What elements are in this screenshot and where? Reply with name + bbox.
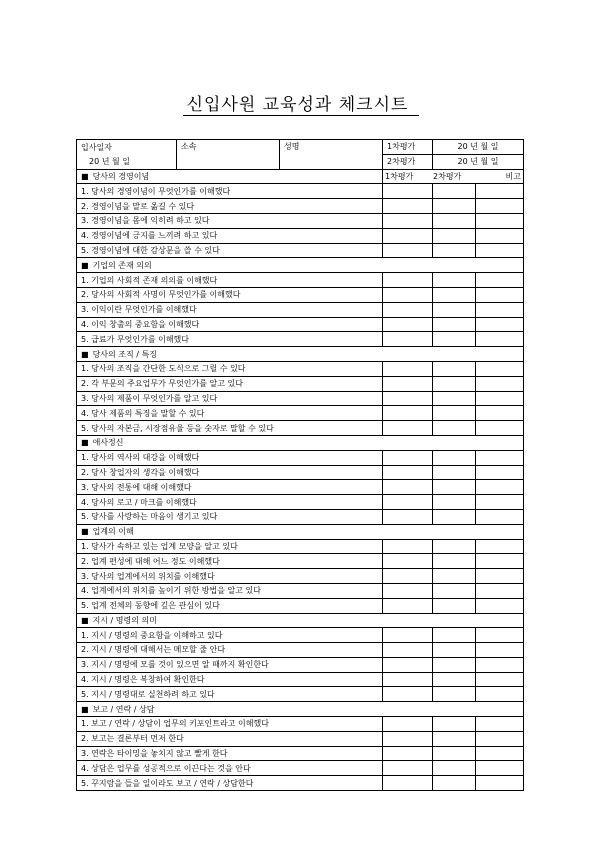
- square-bullet-icon: ■: [81, 527, 89, 537]
- remark-cell[interactable]: [476, 761, 523, 775]
- eval1-cell[interactable]: [383, 495, 433, 510]
- eval2-remark-cell[interactable]: [433, 302, 524, 317]
- eval2-remark-cell[interactable]: [433, 643, 524, 658]
- checklist-item-row: [77, 450, 524, 465]
- checklist-item-row: [77, 495, 524, 510]
- checklist-item-row: [77, 302, 524, 317]
- eval2-cell[interactable]: [433, 377, 476, 391]
- checklist-item-row: [77, 287, 524, 302]
- eval2-cell[interactable]: [433, 732, 476, 746]
- remark-cell[interactable]: [476, 569, 523, 583]
- eval2-remark-cell[interactable]: [433, 761, 524, 776]
- join-date-label: 입사일자: [77, 140, 177, 155]
- remark-cell[interactable]: [476, 658, 523, 672]
- eval1-cell[interactable]: [383, 746, 433, 761]
- remark-cell[interactable]: [476, 184, 523, 198]
- eval2-remark-cell[interactable]: [433, 480, 524, 495]
- remark-cell[interactable]: [476, 318, 523, 332]
- checklist-item-row: [77, 657, 524, 672]
- checklist-item-row: [77, 213, 524, 228]
- checklist-item-text: 2. 경영이념을 말로 옮길 수 있다: [77, 199, 383, 214]
- checklist-item-text: 1. 기업의 사회적 존재 의의를 이해했다: [77, 273, 383, 288]
- eval2-remark-cell[interactable]: [433, 657, 524, 672]
- checklist-table: [76, 139, 524, 791]
- checklist-item-row: [77, 687, 524, 702]
- checklist-item-row: [77, 731, 524, 746]
- eval1-label: 1차평가: [383, 140, 433, 155]
- eval2-remark-cell[interactable]: [433, 450, 524, 465]
- checklist-item-text: 5. 지시 / 명령대로 실천하려 하고 있다: [77, 687, 383, 702]
- section-header-row: [77, 435, 524, 450]
- checklist-item-row: [77, 376, 524, 391]
- eval1-cell[interactable]: [383, 539, 433, 554]
- page-title: 신입사원 교육성과 체크시트: [186, 95, 409, 115]
- eval2-cell[interactable]: [433, 288, 476, 302]
- checklist-item-text: 5. 경영이념에 대한 감상문을 쓸 수 있다: [77, 243, 383, 258]
- join-date-value[interactable]: 20 년 월 일: [77, 154, 177, 169]
- eval1-cell[interactable]: [383, 776, 433, 791]
- remark-cell[interactable]: [476, 643, 523, 657]
- remark-cell[interactable]: [476, 480, 523, 494]
- section-title: [77, 169, 383, 184]
- checklist-item-text: 4. 지시 / 명령은 복창하여 확인한다: [77, 672, 383, 687]
- eval2-remark-cell[interactable]: [433, 199, 524, 214]
- remark-cell[interactable]: [476, 732, 523, 746]
- checklist-item-row: [77, 776, 524, 791]
- eval2-cell[interactable]: [433, 628, 476, 642]
- eval2-remark-cell[interactable]: [433, 495, 524, 510]
- eval2-cell[interactable]: [433, 244, 476, 258]
- eval2-cell[interactable]: [433, 717, 476, 731]
- eval2-remark-cell[interactable]: [433, 406, 524, 421]
- eval2-cell[interactable]: [433, 318, 476, 332]
- header-row-1: [77, 140, 524, 155]
- checklist-item-text: 1. 당사의 경영이념이 무엇인가를 이해했다: [77, 184, 383, 199]
- checklist-item-row: [77, 643, 524, 658]
- eval1-cell[interactable]: [383, 598, 433, 613]
- checklist-item-row: [77, 317, 524, 332]
- remark-cell[interactable]: [476, 244, 523, 258]
- remark-cell[interactable]: [476, 554, 523, 568]
- eval2-cell[interactable]: [433, 584, 476, 598]
- checklist-item-row: [77, 465, 524, 480]
- eval2-cell[interactable]: [433, 392, 476, 406]
- remark-cell[interactable]: [476, 776, 523, 790]
- section-title: [77, 258, 524, 273]
- checklist-item-text: 1. 당사의 조직을 간단한 도식으로 그릴 수 있다: [77, 361, 383, 376]
- section-header-row: [77, 169, 524, 184]
- eval2-cell[interactable]: [433, 466, 476, 480]
- eval2-cell[interactable]: [433, 451, 476, 465]
- eval2-remark-cell[interactable]: [433, 672, 524, 687]
- eval1-cell[interactable]: [383, 509, 433, 524]
- square-bullet-icon: ■: [81, 704, 89, 714]
- eval2-remark-cell[interactable]: [433, 569, 524, 584]
- eval2-remark-cell[interactable]: [433, 509, 524, 524]
- remark-cell[interactable]: [476, 229, 523, 243]
- eval2-remark-cell[interactable]: [433, 228, 524, 243]
- eval2-remark-cell[interactable]: [433, 628, 524, 643]
- eval1-cell[interactable]: [383, 184, 433, 199]
- eval1-cell[interactable]: [383, 731, 433, 746]
- eval2-cell[interactable]: [433, 554, 476, 568]
- eval1-cell[interactable]: [383, 361, 433, 376]
- eval2-cell[interactable]: [433, 184, 476, 198]
- eval2-remark-cell[interactable]: [433, 317, 524, 332]
- checklist-item-text: 5. 꾸지람을 들을 일이라도 보고 / 연락 / 상담한다: [77, 776, 383, 791]
- column-eval1: 1차평가: [385, 171, 414, 181]
- eval2-remark-cell[interactable]: [433, 554, 524, 569]
- checklist-item-text: 1. 당사가 속하고 있는 업계 모양을 알고 있다: [77, 539, 383, 554]
- column-header-cell: [383, 169, 524, 184]
- section-title-text: 업계의 이해: [92, 527, 134, 537]
- eval1-cell[interactable]: [383, 761, 433, 776]
- eval2-cell[interactable]: [433, 214, 476, 228]
- column-remark: 비고: [505, 171, 521, 181]
- column-eval2: 2차평가: [433, 171, 462, 181]
- checklist-item-row: [77, 273, 524, 288]
- remark-cell[interactable]: [476, 510, 523, 524]
- eval2-remark-cell[interactable]: [433, 583, 524, 598]
- affiliation-label: 소속: [177, 140, 280, 170]
- checklist-item-row: [77, 480, 524, 495]
- eval1-cell[interactable]: [383, 228, 433, 243]
- checklist-item-text: 5. 업계 전체의 동향에 깊은 관심이 있다: [77, 598, 383, 613]
- eval2-cell[interactable]: [433, 303, 476, 317]
- eval1-cell[interactable]: [383, 717, 433, 732]
- remark-cell[interactable]: [476, 495, 523, 509]
- section-title-text: 애사정신: [92, 438, 124, 448]
- section-header-row: [77, 524, 524, 539]
- remark-cell[interactable]: [476, 717, 523, 731]
- eval1-cell[interactable]: [383, 480, 433, 495]
- remark-cell[interactable]: [476, 687, 523, 701]
- eval1-cell[interactable]: [383, 450, 433, 465]
- eval2-cell[interactable]: [433, 747, 476, 761]
- remark-cell[interactable]: [476, 599, 523, 613]
- section-title: [77, 613, 524, 628]
- eval2-remark-cell[interactable]: [433, 332, 524, 347]
- section-title: [77, 435, 524, 450]
- title-underline: [183, 115, 419, 116]
- eval1-cell[interactable]: [383, 199, 433, 214]
- checklist-item-row: [77, 717, 524, 732]
- checklist-item-row: [77, 332, 524, 347]
- eval2-cell[interactable]: [433, 495, 476, 509]
- name-label: 성명: [280, 140, 383, 170]
- checklist-item-text: 3. 경영이념을 몸에 익히려 하고 있다: [77, 213, 383, 228]
- section-header-row: [77, 702, 524, 717]
- square-bullet-icon: ■: [81, 260, 89, 270]
- checklist-item-row: [77, 569, 524, 584]
- checklist-item-row: [77, 421, 524, 436]
- remark-cell[interactable]: [476, 421, 523, 435]
- eval2-cell[interactable]: [433, 673, 476, 687]
- eval1-cell[interactable]: [383, 643, 433, 658]
- checklist-item-text: 4. 당사의 로고 / 마크를 이해했다: [77, 495, 383, 510]
- eval1-date[interactable]: 20 년 월 일: [433, 140, 524, 155]
- remark-cell[interactable]: [476, 747, 523, 761]
- eval1-cell[interactable]: [383, 628, 433, 643]
- section-title-text: 보고 / 연락 / 상담: [92, 704, 155, 714]
- section-title-text: 기업의 존재 의의: [92, 260, 152, 270]
- eval2-remark-cell[interactable]: [433, 539, 524, 554]
- eval2-cell[interactable]: [433, 658, 476, 672]
- eval2-cell[interactable]: [433, 687, 476, 701]
- eval2-date[interactable]: 20 년 월 일: [433, 154, 524, 169]
- section-title-text: 당사의 경영이념: [92, 171, 150, 181]
- eval1-cell[interactable]: [383, 406, 433, 421]
- section-header-row: [77, 347, 524, 362]
- checklist-item-text: 4. 상담은 업무를 성공적으로 이끈다는 것을 안다: [77, 761, 383, 776]
- eval1-cell[interactable]: [383, 583, 433, 598]
- checklist-item-text: 2. 당사 창업자의 생각을 이해했다: [77, 465, 383, 480]
- eval2-remark-cell[interactable]: [433, 184, 524, 199]
- eval1-cell[interactable]: [383, 421, 433, 436]
- eval2-remark-cell[interactable]: [433, 776, 524, 791]
- square-bullet-icon: ■: [81, 171, 89, 181]
- checklist-item-text: 3. 당사의 제품이 무엇인가를 알고 있다: [77, 391, 383, 406]
- checklist-item-text: 5. 급료가 무엇인가를 이해했다: [77, 332, 383, 347]
- eval2-remark-cell[interactable]: [433, 465, 524, 480]
- eval1-cell[interactable]: [383, 243, 433, 258]
- eval2-remark-cell[interactable]: [433, 746, 524, 761]
- eval2-remark-cell[interactable]: [433, 717, 524, 732]
- eval2-cell[interactable]: [433, 406, 476, 420]
- square-bullet-icon: ■: [81, 349, 89, 359]
- checklist-item-text: 3. 당사의 전통에 대해 이해했다: [77, 480, 383, 495]
- eval1-cell[interactable]: [383, 332, 433, 347]
- checklist-item-row: [77, 761, 524, 776]
- checklist-item-row: [77, 391, 524, 406]
- eval1-cell[interactable]: [383, 657, 433, 672]
- section-title-text: 지시 / 명령의 의미: [92, 615, 157, 625]
- eval1-cell[interactable]: [383, 287, 433, 302]
- eval2-cell[interactable]: [433, 599, 476, 613]
- eval2-cell[interactable]: [433, 273, 476, 287]
- checklist-item-text: 2. 지시 / 명령에 대해서는 메모할 줄 안다: [77, 643, 383, 658]
- checklist-item-row: [77, 509, 524, 524]
- eval2-remark-cell[interactable]: [433, 361, 524, 376]
- checklist-item-text: 5. 당사의 자본금, 시장점유율 등을 숫자로 말할 수 있다: [77, 421, 383, 436]
- section-title: [77, 524, 524, 539]
- checklist-item-row: [77, 539, 524, 554]
- remark-cell[interactable]: [476, 628, 523, 642]
- remark-cell[interactable]: [476, 466, 523, 480]
- eval2-cell[interactable]: [433, 421, 476, 435]
- checklist-item-text: 3. 지시 / 명령에 모를 것이 있으면 알 때까지 확인한다: [77, 657, 383, 672]
- eval2-remark-cell[interactable]: [433, 421, 524, 436]
- checklist-item-text: 4. 이익 창출의 중요함을 이해했다: [77, 317, 383, 332]
- eval1-cell[interactable]: [383, 465, 433, 480]
- checklist-item-row: [77, 199, 524, 214]
- eval1-cell[interactable]: [383, 317, 433, 332]
- eval2-remark-cell[interactable]: [433, 243, 524, 258]
- eval1-cell[interactable]: [383, 569, 433, 584]
- remark-cell[interactable]: [476, 584, 523, 598]
- eval1-cell[interactable]: [383, 687, 433, 702]
- remark-cell[interactable]: [476, 273, 523, 287]
- checklist-item-text: 4. 당사 제품의 특징을 말할 수 있다: [77, 406, 383, 421]
- checklist-item-text: 2. 보고는 결론부터 먼저 한다: [77, 731, 383, 746]
- eval2-cell[interactable]: [433, 199, 476, 213]
- checklist-item-row: [77, 672, 524, 687]
- checklist-item-text: 3. 당사의 업계에서의 위치를 이해했다: [77, 569, 383, 584]
- eval1-cell[interactable]: [383, 554, 433, 569]
- eval2-remark-cell[interactable]: [433, 376, 524, 391]
- checklist-item-text: 2. 업계 편성에 대해 어느 정도 이해했다: [77, 554, 383, 569]
- remark-cell[interactable]: [476, 362, 523, 376]
- remark-cell[interactable]: [476, 303, 523, 317]
- checklist-item-text: 1. 당사의 역사의 대강을 이해했다: [77, 450, 383, 465]
- remark-cell[interactable]: [476, 451, 523, 465]
- checklist-item-row: [77, 228, 524, 243]
- remark-cell[interactable]: [476, 214, 523, 228]
- section-title-text: 당사의 조직 / 특징: [92, 349, 157, 359]
- remark-cell[interactable]: [476, 540, 523, 554]
- checklist-item-text: 2. 당사의 사회적 사명이 무엇인가를 이해했다: [77, 287, 383, 302]
- checklist-item-row: [77, 746, 524, 761]
- remark-cell[interactable]: [476, 406, 523, 420]
- eval2-remark-cell[interactable]: [433, 391, 524, 406]
- eval1-cell[interactable]: [383, 391, 433, 406]
- checklist-item-row: [77, 184, 524, 199]
- eval2-remark-cell[interactable]: [433, 213, 524, 228]
- checklist-item-row: [77, 598, 524, 613]
- checklist-item-row: [77, 628, 524, 643]
- square-bullet-icon: ■: [81, 438, 89, 448]
- checklist-item-row: [77, 554, 524, 569]
- eval2-cell[interactable]: [433, 480, 476, 494]
- eval2-remark-cell[interactable]: [433, 273, 524, 288]
- section-header-row: [77, 258, 524, 273]
- checklist-item-text: 3. 이익이란 무엇인가를 이해했다: [77, 302, 383, 317]
- eval1-cell[interactable]: [383, 213, 433, 228]
- remark-cell[interactable]: [476, 377, 523, 391]
- remark-cell[interactable]: [476, 673, 523, 687]
- remark-cell[interactable]: [476, 392, 523, 406]
- eval2-cell[interactable]: [433, 332, 476, 346]
- eval1-cell[interactable]: [383, 376, 433, 391]
- checklist-item-row: [77, 361, 524, 376]
- eval2-remark-cell[interactable]: [433, 598, 524, 613]
- eval1-cell[interactable]: [383, 672, 433, 687]
- eval2-cell[interactable]: [433, 569, 476, 583]
- eval1-cell[interactable]: [383, 273, 433, 288]
- eval2-cell[interactable]: [433, 510, 476, 524]
- checklist-item-text: 3. 연락은 타이밍을 놓치지 않고 빨게 한다: [77, 746, 383, 761]
- remark-cell[interactable]: [476, 332, 523, 346]
- eval2-cell[interactable]: [433, 643, 476, 657]
- square-bullet-icon: ■: [81, 615, 89, 625]
- eval2-remark-cell[interactable]: [433, 731, 524, 746]
- eval2-cell[interactable]: [433, 540, 476, 554]
- checklist-item-row: [77, 243, 524, 258]
- eval2-cell[interactable]: [433, 362, 476, 376]
- eval2-cell[interactable]: [433, 776, 476, 790]
- checklist-item-text: 2. 각 부문의 주요업무가 무엇인가를 알고 있다: [77, 376, 383, 391]
- eval1-cell[interactable]: [383, 302, 433, 317]
- checklist-item-text: 1. 지시 / 명령의 중요함을 이해하고 있다: [77, 628, 383, 643]
- checklist-item-text: 1. 보고 / 연락 / 상담이 업무의 키포인트라고 이해했다: [77, 717, 383, 732]
- eval2-remark-cell[interactable]: [433, 287, 524, 302]
- eval2-label: 2차평가: [383, 154, 433, 169]
- section-title: [77, 702, 524, 717]
- remark-cell[interactable]: [476, 199, 523, 213]
- checklist-item-text: 4. 업계에서의 위치를 높이기 위한 방법을 알고 있다: [77, 583, 383, 598]
- eval2-cell[interactable]: [433, 229, 476, 243]
- checklist-item-row: [77, 406, 524, 421]
- remark-cell[interactable]: [476, 288, 523, 302]
- eval2-remark-cell[interactable]: [433, 687, 524, 702]
- checklist-item-text: 4. 경영이념에 긍지를 느끼려 하고 있다: [77, 228, 383, 243]
- section-title: [77, 347, 524, 362]
- section-header-row: [77, 613, 524, 628]
- checklist-item-row: [77, 583, 524, 598]
- checklist-item-text: 5. 당사를 사랑하는 마음이 생기고 있다: [77, 509, 383, 524]
- eval2-cell[interactable]: [433, 761, 476, 775]
